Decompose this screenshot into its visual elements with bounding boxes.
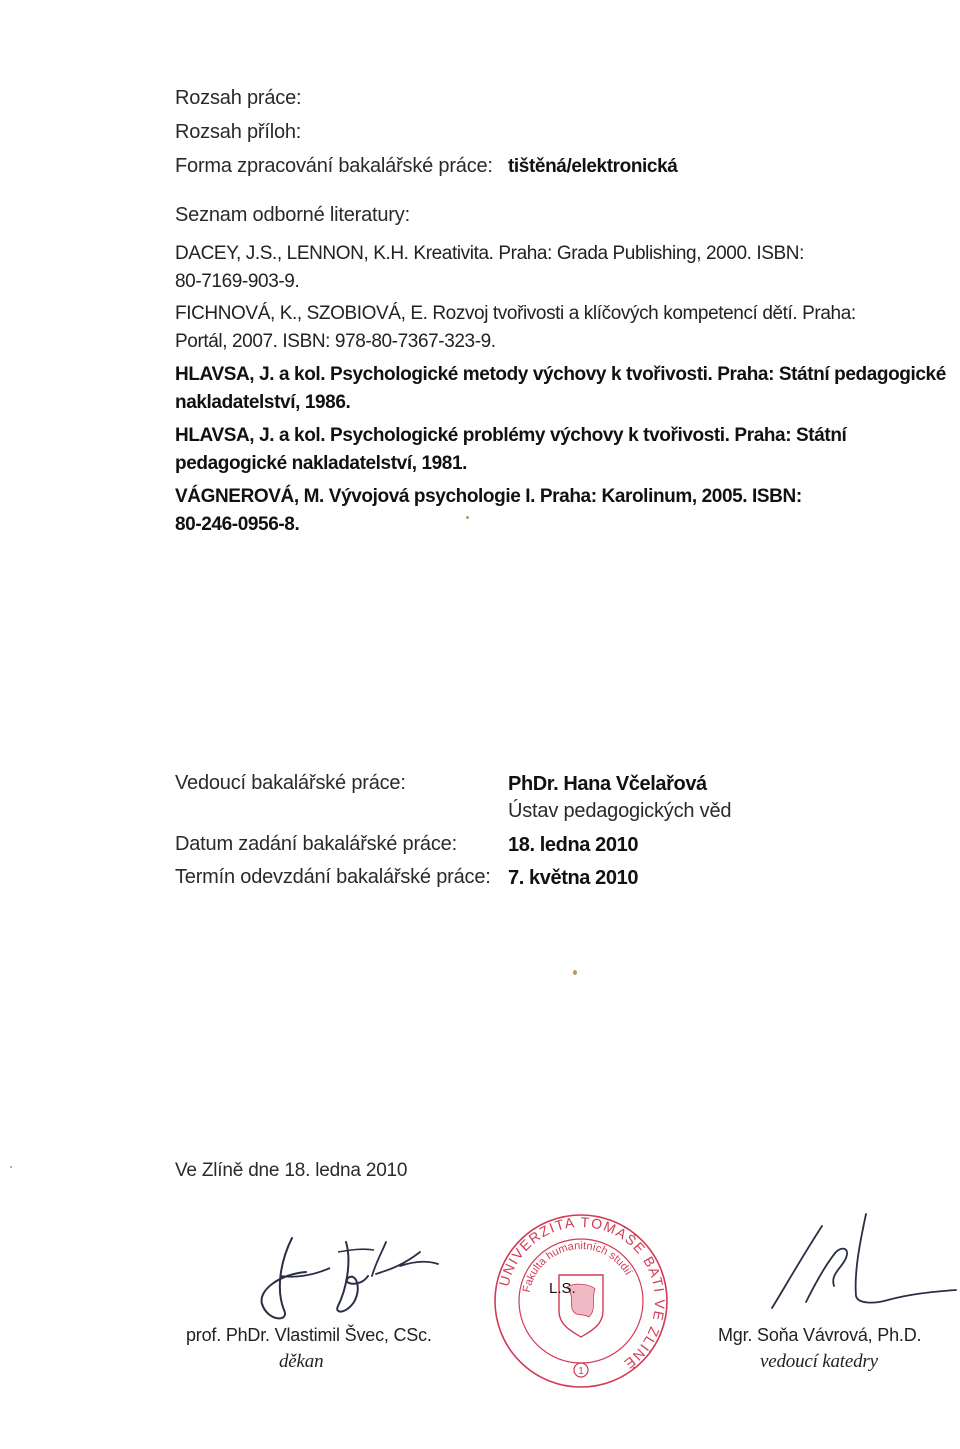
rozsah-priloh-label: Rozsah příloh: <box>175 121 302 143</box>
dean-signature <box>250 1232 450 1324</box>
forma-zpracovani-label: Forma zpracování bakalářské práce: <box>175 155 493 177</box>
termin-odevzdani-label: Termín odevzdání bakalářské práce: <box>175 866 491 888</box>
stamp-ls-text: L.S. <box>549 1280 576 1297</box>
reference-line: 80-246-0956-8. <box>175 513 300 535</box>
head-of-department-name: Mgr. Soňa Vávrová, Ph.D. <box>718 1325 922 1345</box>
place-date: Ve Zlíně dne 18. ledna 2010 <box>175 1160 408 1181</box>
vedouci-label: Vedoucí bakalářské práce: <box>175 772 406 794</box>
forma-zpracovani-value: tištěná/elektronická <box>508 156 678 177</box>
reference-line: HLAVSA, J. a kol. Psychologické metody výchovy k tvořivosti. Praha: Státní pedagogické <box>175 364 946 385</box>
paper-speck <box>573 970 577 975</box>
reference-line: 80-7169-903-9. <box>175 270 300 292</box>
rozsah-prace-label: Rozsah práce: <box>175 87 302 109</box>
university-stamp <box>493 1213 669 1389</box>
datum-zadani-label: Datum zadání bakalářské práce: <box>175 833 457 855</box>
dean-title: děkan <box>279 1351 324 1372</box>
reference-item <box>175 361 955 416</box>
reference-item <box>175 483 955 538</box>
reference-item <box>175 422 955 477</box>
head-of-department-title: vedoucí katedry <box>760 1351 878 1372</box>
reference-line: Portál, 2007. ISBN: 978-80-7367-323-9. <box>175 330 496 352</box>
vedouci-name: PhDr. Hana Včelařová <box>508 773 707 795</box>
reference-line: VÁGNEROVÁ, M. Vývojová psychologie I. Praha: Karolinum, 2005. ISBN: <box>175 486 802 507</box>
reference-line: pedagogické nakladatelství, 1981. <box>175 452 467 474</box>
reference-item <box>175 300 955 355</box>
datum-zadani-value: 18. ledna 2010 <box>508 834 639 856</box>
stamp-outer-text: UNIVERZITA TOMÁŠE BATI VE ZLÍNĚ <box>495 1213 669 1373</box>
reference-line: nakladatelství, 1986. <box>175 391 351 413</box>
stamp-inner-text: Fakulta humanitních studií <box>520 1239 635 1294</box>
reference-list <box>175 240 955 544</box>
paper-speck <box>466 516 469 519</box>
vedouci-department: Ústav pedagogických věd <box>508 800 732 822</box>
reference-line: DACEY, J.S., LENNON, K.H. Kreativita. Praha: Grada Publishing, 2000. ISBN: <box>175 243 805 264</box>
dean-name: prof. PhDr. Vlastimil Švec, CSc. <box>186 1325 432 1345</box>
stamp-number: 1 <box>578 1366 584 1377</box>
reference-line: HLAVSA, J. a kol. Psychologické problémy výchovy k tvořivosti. Praha: Státní <box>175 425 847 446</box>
reference-line: FICHNOVÁ, K., SZOBIOVÁ, E. Rozvoj tvořivosti a klíčových kompetencí dětí. Praha: <box>175 303 856 324</box>
reference-item <box>175 240 955 295</box>
paper-speck <box>10 1166 12 1168</box>
head-of-department-signature <box>770 1212 960 1312</box>
literature-heading: Seznam odborné literatury: <box>175 204 410 226</box>
termin-odevzdani-value: 7. května 2010 <box>508 867 639 889</box>
